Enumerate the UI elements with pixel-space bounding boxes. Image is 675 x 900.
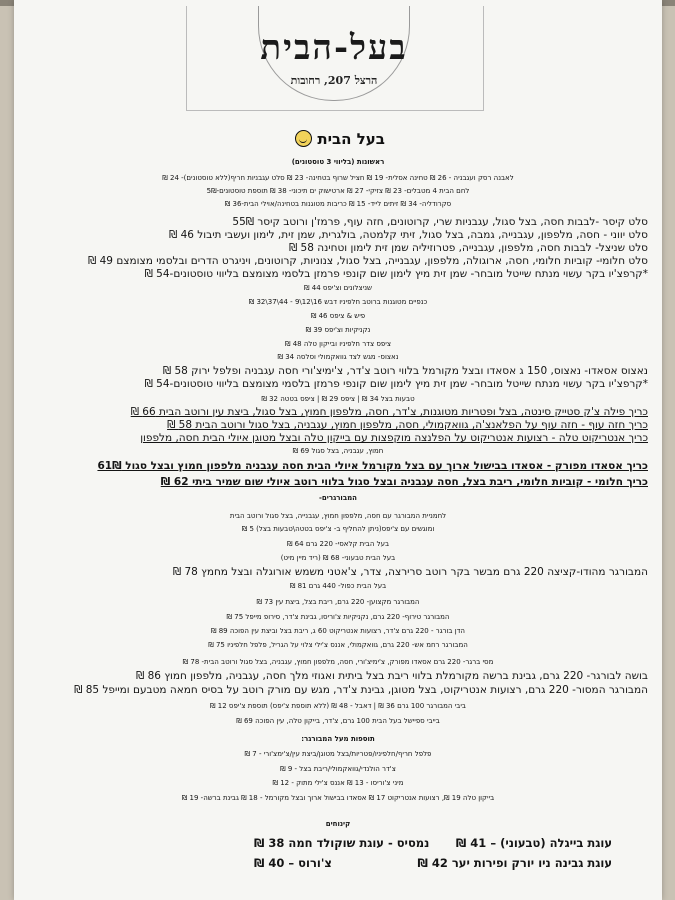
menu-line: נאצוס אסאדו- נאצוס, 150 ג אסאדו ובצל מקורמל בלווי רוטב צ'דר, צ'ימיצ'ורי חסה עגבניה ופלפל ירוק 58 ₪ [162,365,648,377]
menu-line: סלט חלומי- קוביות חלומי, חסה, ארוגולה, מלפפון, עגבנייה, בצל סגול, צנוניות, קרוטונים, ויניגרט הדרים ובלסמי מצומצם 49 ₪ [88,255,648,267]
menu-line: צ'דר הולנדי/גוואקמולי/ריבת בצל - 9 ₪ [280,765,396,773]
desserts-heading: קינוחים [325,820,351,828]
menu-line: תוספות מעל המבורגר: [301,735,375,743]
menu-line: שניצלונים וצ'יפס 44 ₪ [304,284,372,292]
logo-address: הרצל 207, רחובות [290,74,378,87]
menu-line: *קרפצ'יו בקר עשוי מנתח שייטל מובחר- שמן זית מיץ לימון שום קונפי פרמזן בלסמי מצומצם בליווי טוסטונים-54 ₪ [144,378,648,390]
menu-line: ומוגשים עם צ'יפס(ניתן להחליף ב- צ'יפס בטטה\טבעות בצל) 5 ₪ [241,525,435,533]
menu-line: מיני צ'וריסו - 13 ₪ אננס צ'ילי מתוק - 12 ₪ [272,779,404,787]
menu-line: כריך אסאדו מפורק - אסאדו בבישול ארוך עם בצל מקורמל איולי הבית חסה עגבניה מלפפון חמוץ ובצל סגול 61₪ [97,460,648,472]
menu-line: פיש & ציפס 46 ₪ [310,312,366,320]
menu-title [14,130,662,148]
menu-line: *קרפצ'יו בקר עשוי מנתח שייטל מובחר- שמן זית מיץ לימון שום קונפי פרמזן בלסמי מצומצם בליווי טוסטונים-54 ₪ [144,268,648,280]
logo-title: בעל-הבית [260,28,408,68]
menu-line: ביבי המבורגר 100 גרם 36 ₪ | דאבל - 48 ₪ (ללא תוספת צ'יפס) תוספת צ'יפס 12 ₪ [210,702,466,710]
menu-line: בעל הבית קלאסי- 220 גרם 64 ₪ [286,540,390,548]
menu-line: המבורגר המסור- 220 גרם, רצועות אנטריקוט, בצל מטוגן, גבינת צ'דר, מגש עם מורק רוטב על בסיס חמאה מטבעם ומייפל 85 ₪ [74,684,648,696]
menu-line: טבעות בצל 34 ₪ | ציפס 29 ₪ | ציפס בטטה 32 ₪ [261,395,415,403]
smiley-icon [295,130,312,147]
menu-line: לחמניית המבורגר עם חסה, מלפפון חמוץ, עגבנייה, בצל סגול ורוטב הבית [229,512,447,520]
menu-line: פלפל חריף/חלפיניו/פטריות/בצל מטוגן/ביצת עין/צ'ימצ'ורי - 7 ₪ [244,750,432,758]
menu-page [14,0,662,900]
menu-line: כריך פילה צ'ק סטייק סינטה, בצל ופטריות מטוגנות, צ'דר, חסה, מלפפון חמוץ, בצל סגול, ביצת עין ורוטב הבית 66 ₪ [130,406,648,418]
menu-line: סקרודליה- 34 ₪ זיתים לייד- 15 ₪ כריבות מטוגנות בטחינה/אוילי הבית-36 ₪ [224,200,452,208]
menu-line: בייקון טלה 19 ₪, רצועות אנטריקוט 17 ₪ אסאדו בבישול ארוך ובצל מקורמל - 18 ₪ גבינת ברשה- 19 ₪ [181,794,495,802]
dessert-item: צ'ורוס – 40 ₪ [254,856,332,870]
menu-line: בעל הבית כפול- 440 גרם 81 ₪ [289,582,387,590]
menu-line: כנפיים מטוגנות ברוטב חלפיניו דבש 16\12\9 - 44\37\32 ₪ [248,298,428,306]
menu-line: סלט שניצל- לבבות חסה, מלפפון, עגבנייה, פטרוזיליה שמן זית לימון וטחינה 58 ₪ [288,242,648,254]
menu-line: המבורגר מהודו-קציצה 220 גרם מבשר בקר רוטב סרירצה, צדר, צ'אטני משמש אורוגלה ובצל מחמץ 78 ₪ [172,566,648,578]
menu-line: ציפס צדר חלפיניו ובייקון טלה 48 ₪ [284,340,392,348]
menu-line: נקניקיות וצ'יפס 39 ₪ [305,326,371,334]
dessert-item: עוגת גבינה ניו יורק ופירות יער 42 ₪ [417,856,612,870]
menu-line: לאבנה רסק ועגבניה - 26 ₪ טחינה אסלית- 19 ₪ חציל שרוף בטחינה- 23 ₪ סלט עגבניות חריף(ללא טוסטונים)- 24 ₪ [162,174,514,182]
menu-line: סלט קיסר -לבבות חסה, בצל סגול, עגבניות שרי, קרוטונים, חזה עוף, פרמז'ן ורוטב קיסר 55₪ [232,216,648,228]
menu-line: בושה לבורגר- 220 גרם, גבינת ברשה מקורמלת בלווי ריבת בצל ביתית ואגוזי מלך חסה, עגבניה, מלפפון חמוץ 86 ₪ [136,670,648,682]
menu-line: המבורגר מקצוען- 220 גרם, ריבת בצל, ביצת עין 73 ₪ [256,598,420,606]
menu-line: כריך חלומי - קוביות חלומי, ריבת בצל, חסה עגבניה ובצל סגול בלווי רוטב איולי שום שמיר ביתי 62 ₪ [160,476,648,488]
menu-line: המבורגר טירוף- 220 גרם, נקניקיות צ'וריסו, גבינת צ'דר, סירופ מייפל 75 ₪ [226,613,450,621]
menu-line: המבורגרים- [319,494,357,502]
dessert-item: נמסיס - עוגת שוקולד חמה 38 ₪ [254,836,430,850]
dessert-item: עוגת בייגלה (טבעוני) – 41 ₪ [455,836,612,850]
menu-line: לחם הבית 4 מטבלים- 23 ₪ צזיקי- 27 ₪ ארטישוק ים תיכוני- 38 ₪ תוספת טוסטונים-5₪ [206,187,470,195]
menu-line: מסי ברגר- 220 גרם אסאדו מפורק, צ'ימיצ'ורי, חסה, מלפפון חמוץ, עגבניה, בצל סגול ורוטב הבית- 78 ₪ [182,658,494,666]
menu-line: בייבי ספיישל בעל הבית 100 גרם, צ'דר, בייקון טלה, עין הפוכה 69 ₪ [236,717,440,725]
menu-line: ראשונות (בליווי 3 טוסטונים) [291,158,385,166]
menu-line: הדן בורגר - 220 גרם צ'דר, רצועות אנטריקוט 60 ג, ריבת בצל וביצת עין הפוכה 89 ₪ [210,627,466,635]
menu-title-text: בעל הבית [317,130,385,148]
menu-line: כריך אנטריקוט טלה - רצועות אנטריקוט על הפלנצה מוקפצות עם בייקון טלה ובצל מטוגן איולי הבית חסה, מלפפון [140,432,648,444]
menu-line: סלט יווני - חסה, מלפפון, עגבנייה, גמבה, בצל סגול, זיתי קלמטה, בולגרית, שמן זית, לימון ועשבי תיבול 46 ₪ [169,229,648,241]
menu-line: כריך חזה עוף - חזה עוף על הפלאנצ'ה, גוואקמולי, חסה, מלפפון חמוץ, עגבניה, בצל סגול ורוטב הבית 58 ₪ [167,419,648,431]
menu-line: נאצוס- מגש לצד גוואקמולי וסלסה 34 ₪ [277,353,399,361]
menu-line: המבורגר רחמ אש- 220 גרם, גוואקמולי, אננס צ'ילי צלוי על הגריל, פלפל חלפיניו 75 ₪ [208,641,468,649]
menu-line: חמוץ, עגבניה, בצל סגול 69 ₪ [292,447,384,455]
menu-line: בעל הבית טבעוני- 68 ₪ (ריד מיין מיט) [280,554,396,562]
